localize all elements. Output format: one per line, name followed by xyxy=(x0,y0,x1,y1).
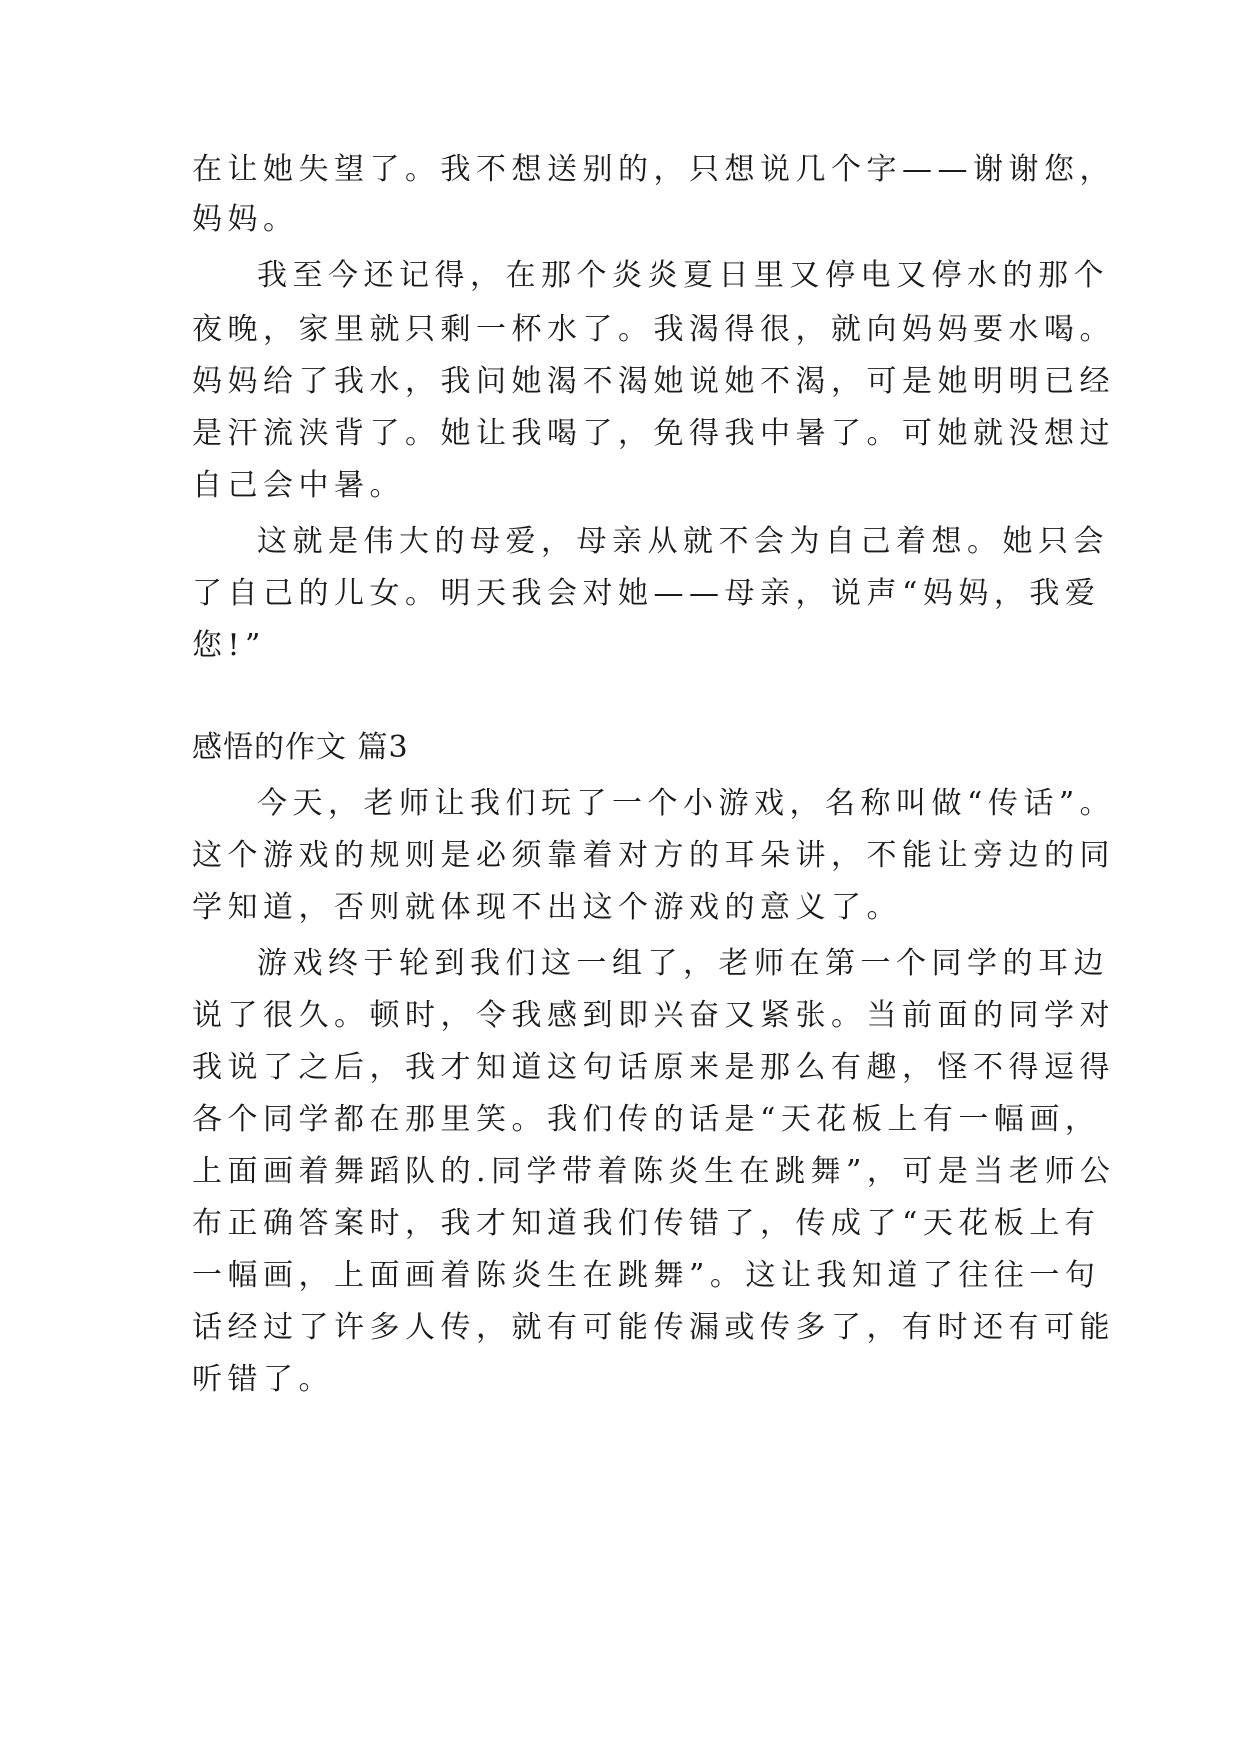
text-line: 妈妈给了我水，我问她渴不渴她说她不渴，可是她明明已经 xyxy=(192,364,1115,399)
text-line: 夜晚，家里就只剩一杯水了。我渴得很，就向妈妈要水喝。 xyxy=(192,312,1115,347)
section-heading: 感悟的作文 篇3 xyxy=(192,730,409,765)
text-line: 是汗流浃背了。她让我喝了，免得我中暑了。可她就没想过 xyxy=(192,416,1115,451)
text-line: 妈妈。 xyxy=(192,202,299,237)
text-line: 布正确答案时，我才知道我们传错了，传成了“天花板上有 xyxy=(192,1206,1101,1241)
text-line: 话经过了许多人传，就有可能传漏或传多了，有时还有可能 xyxy=(192,1310,1115,1345)
paragraph-first-line: 今天，老师让我们玩了一个小游戏，名称叫做“传话”。 xyxy=(257,786,1116,821)
text-line: 这个游戏的规则是必须靠着对方的耳朵讲，不能让旁边的同 xyxy=(192,838,1115,873)
paragraph-first-line: 游戏终于轮到我们这一组了，老师在第一个同学的耳边 xyxy=(257,946,1109,981)
paragraph-first-line: 这就是伟大的母爱，母亲从就不会为自己着想。她只会 xyxy=(257,524,1109,559)
text-line: 我说了之后，我才知道这句话原来是那么有趣，怪不得逗得 xyxy=(192,1050,1115,1085)
text-line: 在让她失望了。我不想送别的，只想说几个字——谢谢您， xyxy=(192,152,1115,187)
text-line: 一幅画，上面画着陈炎生在跳舞”。这让我知道了往往一句 xyxy=(192,1258,1101,1293)
text-line: 了自己的儿女。明天我会对她——母亲，说声“妈妈，我爱 xyxy=(192,576,1101,611)
text-line: 说了很久。顿时，令我感到即兴奋又紧张。当前面的同学对 xyxy=(192,998,1115,1033)
text-line: 上面画着舞蹈队的.同学带着陈炎生在跳舞”，可是当老师公 xyxy=(192,1154,1116,1189)
text-line: 您!” xyxy=(192,628,266,663)
text-line: 听错了。 xyxy=(192,1362,334,1397)
text-line: 学知道，否则就体现不出这个游戏的意义了。 xyxy=(192,890,902,925)
text-line: 自己会中暑。 xyxy=(192,468,405,503)
text-line: 各个同学都在那里笑。我们传的话是“天花板上有一幅画， xyxy=(192,1102,1101,1137)
paragraph-first-line: 我至今还记得，在那个炎炎夏日里又停电又停水的那个 xyxy=(257,258,1109,293)
